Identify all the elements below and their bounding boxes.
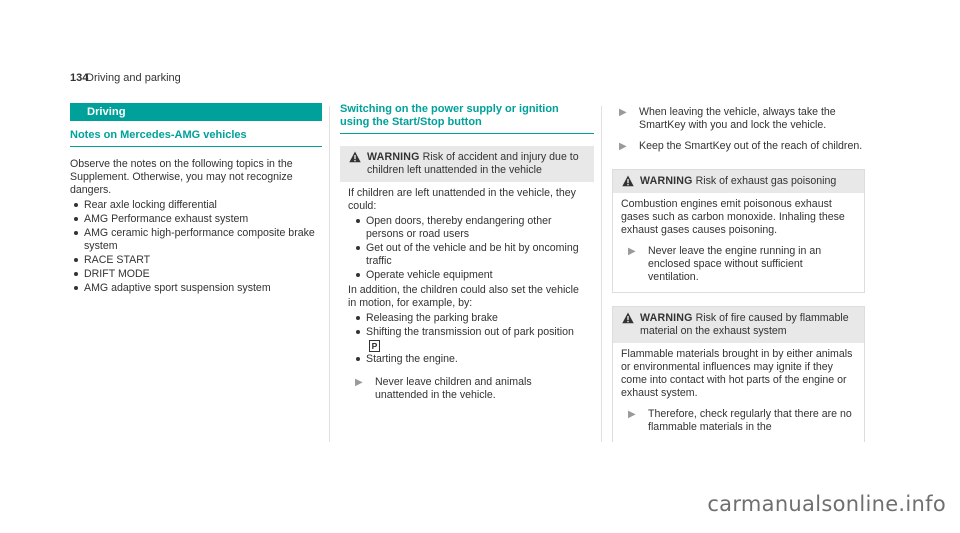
warning-title: Risk of accident and injury due to children left unattended in the vehicle bbox=[367, 151, 579, 176]
warning-box bbox=[612, 169, 865, 293]
warning-label: WARNING bbox=[367, 151, 420, 163]
list-item bbox=[352, 326, 586, 352]
action-text: Never leave children and animals unattended in the vehicle. bbox=[375, 376, 532, 401]
warning-triangle-icon bbox=[622, 175, 634, 187]
action-step bbox=[621, 408, 856, 434]
warning-triangle-icon bbox=[622, 312, 634, 324]
action-text: Keep the SmartKey out of the reach of children. bbox=[639, 140, 863, 152]
action-step bbox=[612, 140, 865, 153]
list-item: Get out of the vehicle and be hit by oncoming traffic bbox=[352, 242, 586, 268]
list-item: DRIFT MODE bbox=[70, 268, 322, 281]
warning-text: Flammable materials brought in by either animals or environmental influences may ignite if they come into contact with hot parts of the engine or exhaust system. bbox=[621, 348, 853, 399]
list-item: Releasing the parking brake bbox=[352, 312, 586, 325]
column-divider bbox=[601, 106, 602, 442]
warning-list bbox=[352, 312, 586, 366]
column-warnings bbox=[612, 106, 865, 442]
heading-line: Switching on the power supply or ignition bbox=[340, 103, 559, 115]
list-item-text: Shifting the transmission out of park position bbox=[366, 326, 574, 338]
warning-box bbox=[340, 146, 594, 410]
action-step bbox=[621, 245, 856, 284]
watermark: carmanualsonline.info bbox=[707, 492, 946, 516]
action-arrow-icon: ▶ bbox=[628, 409, 636, 420]
page-number: 134 bbox=[70, 72, 89, 84]
list-item: RACE START bbox=[70, 254, 322, 267]
list-item: Rear axle locking differential bbox=[70, 199, 322, 212]
intro-text: Observe the notes on the following topics in the Supplement. Otherwise, you may not recognize dangers. bbox=[70, 158, 293, 196]
list-item: AMG ceramic high-performance composite brake system bbox=[70, 227, 322, 253]
warning-header bbox=[613, 307, 864, 343]
list-item: AMG Performance exhaust system bbox=[70, 213, 322, 226]
warning-body bbox=[613, 343, 864, 442]
section-heading bbox=[340, 103, 594, 134]
list-item: Starting the engine. bbox=[352, 353, 586, 366]
column-divider bbox=[329, 106, 330, 442]
warning-body bbox=[613, 193, 864, 292]
list-item: Operate vehicle equipment bbox=[352, 269, 586, 282]
action-arrow-icon: ▶ bbox=[628, 246, 636, 257]
warning-header bbox=[340, 146, 594, 182]
column-driving bbox=[70, 103, 322, 296]
action-step bbox=[612, 106, 865, 132]
heading-line: using the Start/Stop button bbox=[340, 116, 482, 128]
action-arrow-icon: ▶ bbox=[619, 141, 627, 152]
action-arrow-icon: ▶ bbox=[619, 107, 627, 118]
section-bar: Driving bbox=[70, 103, 322, 121]
warning-text: In addition, the children could also set the vehicle in motion, for example, by: bbox=[348, 284, 579, 309]
park-position-icon: P bbox=[369, 340, 380, 352]
warning-text: If children are left unattended in the vehicle, they could: bbox=[348, 187, 576, 212]
action-text: Therefore, check regularly that there are no flammable materials in the bbox=[648, 408, 852, 433]
action-step bbox=[348, 376, 586, 402]
action-text: Never leave the engine running in an enclosed space without sufficient ventilation. bbox=[648, 245, 822, 283]
action-text: When leaving the vehicle, always take the SmartKey with you and lock the vehicle. bbox=[639, 106, 836, 131]
list-item: Open doors, thereby endangering other persons or road users bbox=[352, 215, 586, 241]
warning-label: WARNING bbox=[640, 312, 693, 324]
warning-box bbox=[612, 306, 865, 442]
topic-list bbox=[70, 199, 322, 295]
page-title: Driving and parking bbox=[86, 72, 181, 84]
warning-label: WARNING bbox=[640, 175, 693, 187]
column-start-stop bbox=[340, 103, 594, 410]
warning-title: Risk of exhaust gas poisoning bbox=[695, 175, 837, 187]
warning-header bbox=[613, 170, 864, 193]
action-arrow-icon: ▶ bbox=[355, 377, 363, 388]
section-heading: Notes on Mercedes-AMG vehicles bbox=[70, 129, 322, 147]
warning-title: Risk of fire caused by flammable material on the exhaust system bbox=[640, 312, 849, 337]
warning-text: Combustion engines emit poisonous exhaust gases such as carbon monoxide. Inhaling these exhaust gases causes poisoning. bbox=[621, 198, 845, 236]
warning-list bbox=[352, 215, 586, 282]
warning-triangle-icon bbox=[349, 151, 361, 163]
list-item: AMG adaptive sport suspension system bbox=[70, 282, 322, 295]
warning-body bbox=[340, 182, 594, 410]
